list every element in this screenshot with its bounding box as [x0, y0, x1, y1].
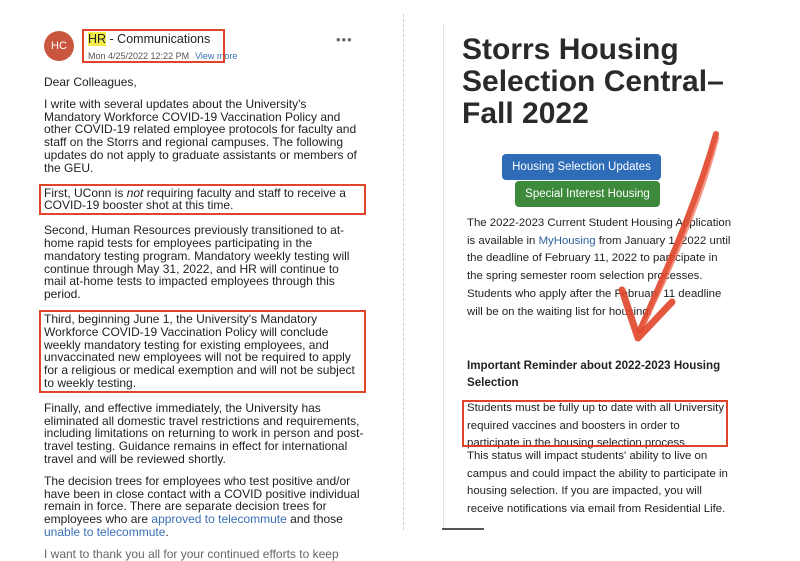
page-title: Storrs Housing Selection Central– Fall 2022 — [462, 33, 724, 130]
housing-selection-updates-button[interactable]: Housing Selection Updates — [502, 154, 661, 180]
email-paragraph: Finally, and effective immediately, the University has eliminated all domestic travel restrictions and requirements, including limitations on returning to work in person and post-travel testing. Guidance remains in effect for international travel and will be reviewed shortly. — [44, 400, 364, 466]
special-interest-housing-button[interactable]: Special Interest Housing — [515, 181, 660, 207]
email-greeting: Dear Colleagues, — [44, 75, 137, 89]
reminder-heading: Important Reminder about 2022-2023 Housing Selection — [467, 359, 721, 389]
text-emphasis: not — [126, 185, 144, 200]
annotated-paragraph-booster — [39, 184, 366, 216]
sender-avatar: HC — [44, 31, 74, 61]
view-more-link[interactable]: View more — [195, 51, 238, 61]
text-run: First, UConn is — [44, 185, 127, 200]
email-date: Mon 4/25/2022 12:22 PM — [88, 51, 190, 61]
sender-rest: - Communications — [106, 32, 211, 46]
vaccine-requirement-paragraph: Students must be fully up to date with all University required vaccines and boosters in order to participate in the housing selection process. — [467, 402, 725, 450]
text-run: requiring faculty and staff to receive a COVID-19 booster shot at this time. — [44, 185, 346, 213]
myhousing-link[interactable]: MyHousing — [538, 234, 599, 247]
annotation-box-vaccine — [462, 400, 728, 447]
email-body — [44, 75, 364, 561]
text-run: from January 1, 2022 until the deadline of February 11, 2022 to participate in the spring semester room selection processes. Students who apply after the February 11 deadline will be on the waiting list for housing. — [467, 234, 731, 318]
panel-divider — [403, 14, 404, 530]
annotated-paragraph-testing: Third, beginning June 1, the University's Mandatory Workforce COVID-19 Vaccination Policy will conclude weekly mandatory testing for existing employees, and unvaccinated new employees will not be required to apply for a religious or medical exemption and will not be subject to weekly testing. — [39, 310, 366, 393]
sender-highlight: HR — [88, 32, 107, 46]
approved-telecommute-link[interactable]: approved to telecommute — [151, 512, 287, 527]
email-panel — [30, 18, 370, 561]
text-run: The 2022-2023 Current Student Housing Application is available in — [467, 217, 732, 247]
email-paragraph — [44, 475, 364, 539]
text-run: and those — [286, 512, 343, 527]
impact-paragraph: This status will impact students' ability to live on campus and could impact the ability to participate in housing selection. If you are impacted, you will receive notifications via email from Residential Life. — [467, 450, 728, 516]
email-paragraph: Second, Human Resources previously transitioned to at-home rapid tests for employees participating in the mandatory testing program. Mandatory weekly testing will continue through May 31, 2022, and HR will continue to mail at-home tests to impacted employees through this period. — [44, 223, 350, 302]
red-arrow-icon — [600, 130, 730, 370]
bottom-rule — [442, 528, 484, 530]
annotation-box-header — [82, 29, 225, 63]
text-run: . — [165, 524, 169, 539]
more-options-icon[interactable]: ••• — [336, 32, 353, 47]
email-paragraph-cut: I want to thank you all for your continued efforts to keep — [44, 546, 339, 561]
text-run: The decision trees for employees who test positive and/or have been in close contact with a COVID positive individual remain in force. There are separate decision trees for employees who are — [44, 473, 360, 527]
email-paragraph: I write with several updates about the University's Mandatory Workforce COVID-19 Vaccination Policy and other COVID-19 related employee protocols for faculty and staff on the Storrs and regional campuses. The following updates do not apply to graduate assistants or members of the GEU. — [44, 96, 357, 175]
unable-telecommute-link[interactable]: unable to telecommute — [44, 524, 166, 539]
